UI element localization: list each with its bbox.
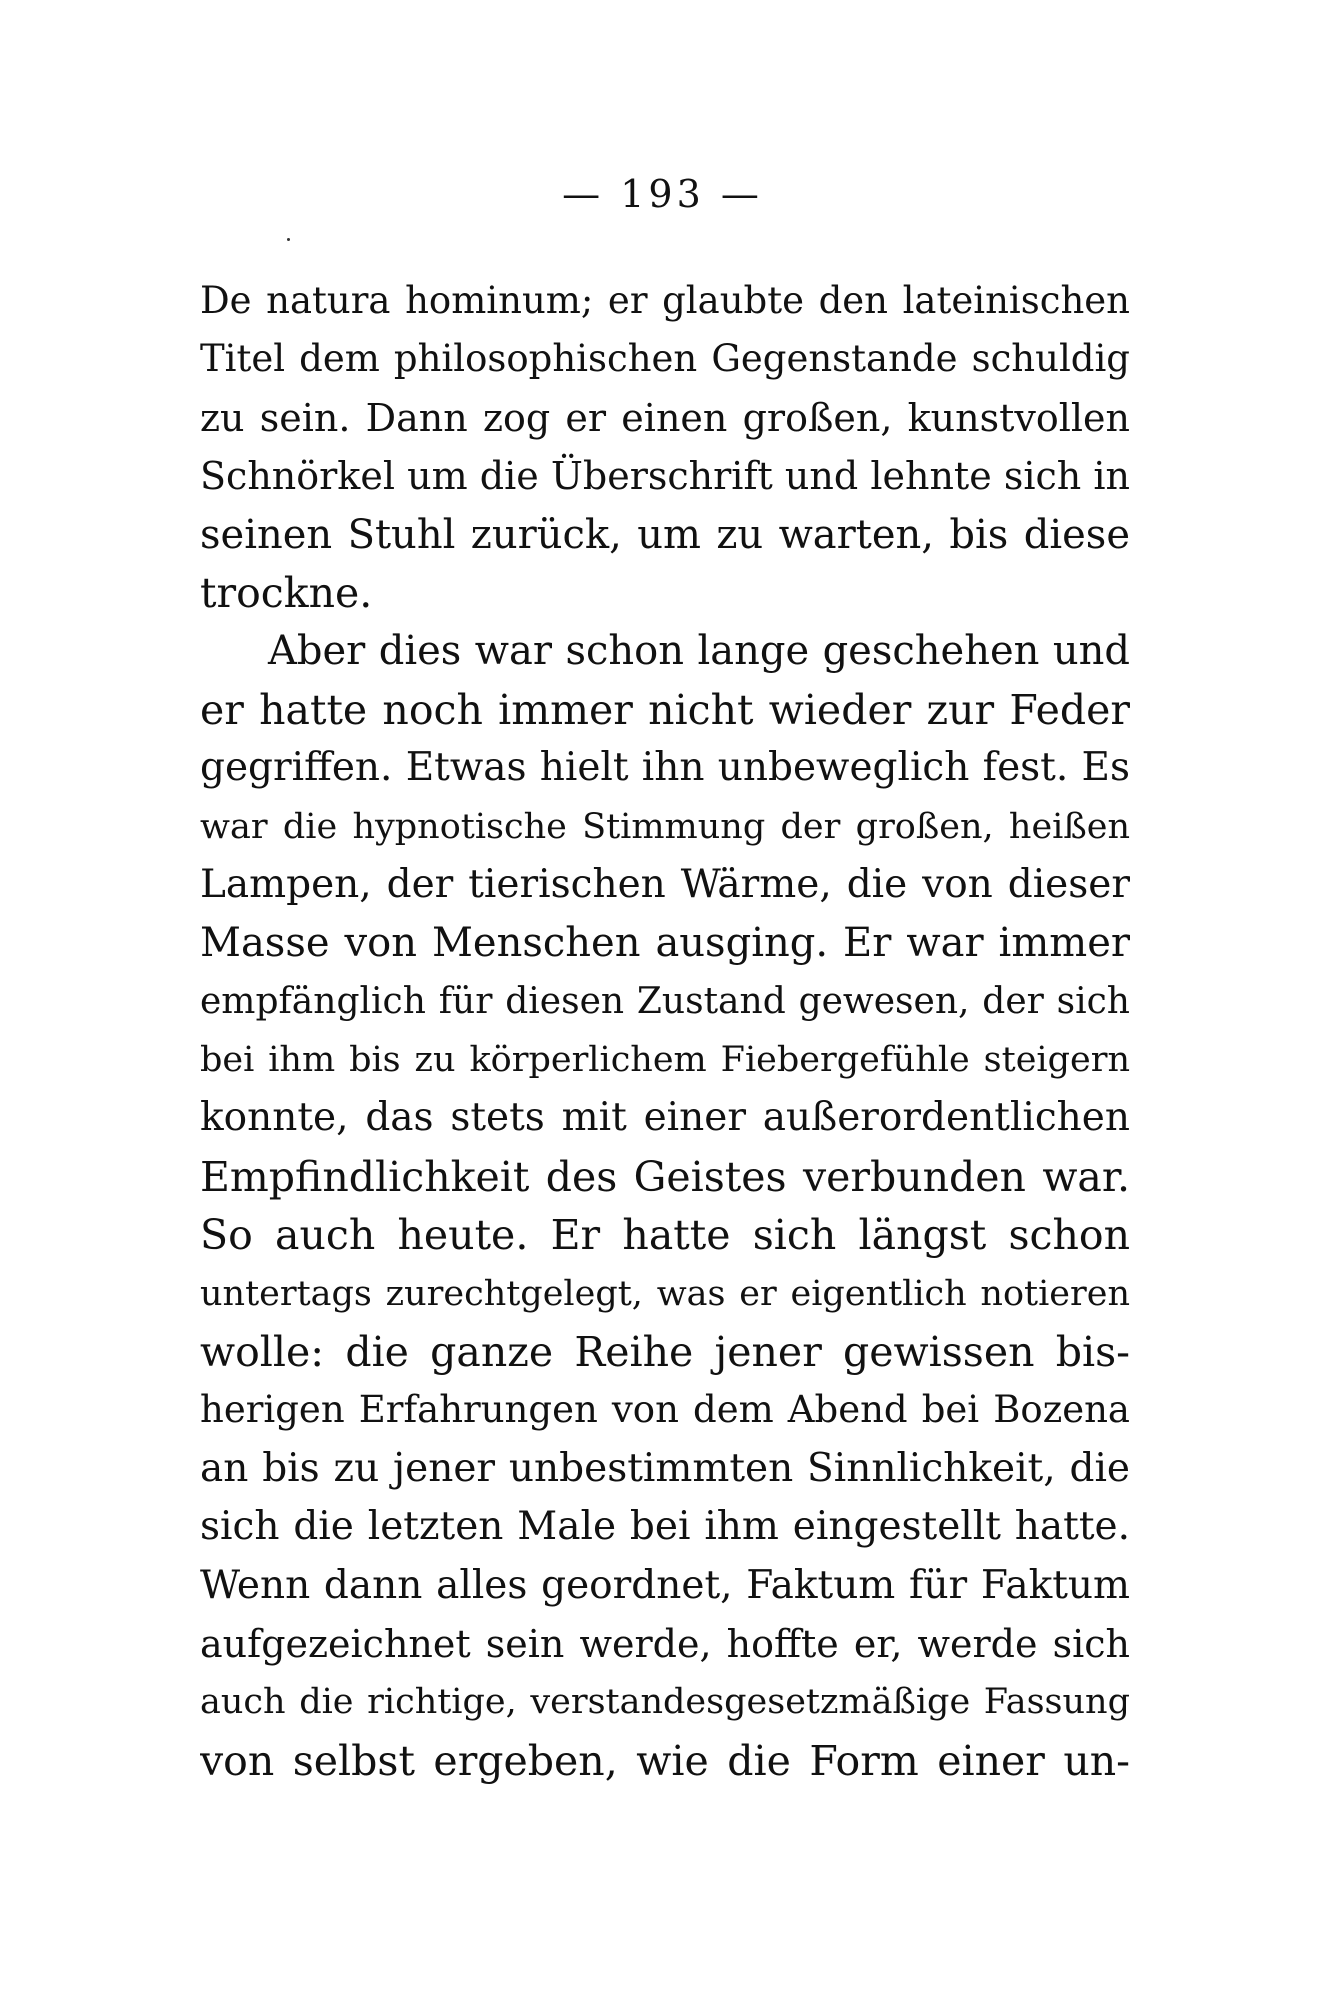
print-speck (287, 238, 290, 241)
text-line: aufgezeichnet sein werde, hoffte er, werde sich (200, 1621, 1130, 1666)
page-number: — 193 — (562, 172, 763, 216)
text-line: So auch heute. Er hatte sich längst schon (200, 1211, 1130, 1260)
text-line: untertags zurechtgelegt, was er eigentlich notieren (200, 1273, 1130, 1314)
text-line: zu sein. Dann zog er einen großen, kunstvollen (200, 395, 1130, 440)
text-line: Wenn dann alles geordnet, Faktum für Faktum (200, 1562, 1130, 1608)
text-line: empfänglich für diesen Zustand gewesen, der sich (200, 980, 1130, 1022)
text-line: trockne. (200, 568, 373, 617)
text-line: gegriffen. Etwas hielt ihn unbeweglich fest. Es (200, 745, 1130, 791)
text-line: auch die richtige, verstandesgesetzmäßige Fassung (200, 1682, 1130, 1723)
text-line: seinen Stuhl zurück, um zu warten, bis diese (200, 511, 1130, 558)
text-line: Lampen, der tierischen Wärme, die von dieser (200, 861, 1130, 907)
text-line: war die hypnotische Stimmung der großen, heißen (200, 806, 1130, 847)
text-line: bei ihm bis zu körperlichem Fiebergefühle steigern (200, 1040, 1130, 1081)
text-line: De natura hominum; er glaubte den lateinischen (200, 279, 1130, 322)
text-line: an bis zu jener unbestimmten Sinnlichkeit, die (200, 1445, 1130, 1491)
text-line: Masse von Menschen ausging. Er war immer (200, 920, 1130, 967)
text-line: sich die letzten Male bei ihm eingestellt hatte. (200, 1504, 1130, 1550)
text-line: konnte, das stets mit einer außerordentlichen (200, 1095, 1130, 1141)
text-line: Titel dem philosophischen Gegenstande schuldig (200, 337, 1130, 381)
text-line: er hatte noch immer nicht wieder zur Feder (200, 685, 1130, 734)
text-line: herigen Erfahrungen von dem Abend bei Bozena (200, 1388, 1130, 1432)
body-text (200, 272, 1130, 1790)
text-line: Aber dies war schon lange geschehen und (268, 628, 1130, 675)
text-line: Schnörkel um die Überschrift und lehnte sich in (200, 454, 1130, 499)
text-line: Empfindlichkeit des Geistes verbunden war. (200, 1152, 1130, 1201)
text-line: wolle: die ganze Reihe jener gewissen bis- (200, 1328, 1130, 1377)
text-line: von selbst ergeben, wie die Form einer un- (200, 1736, 1130, 1785)
